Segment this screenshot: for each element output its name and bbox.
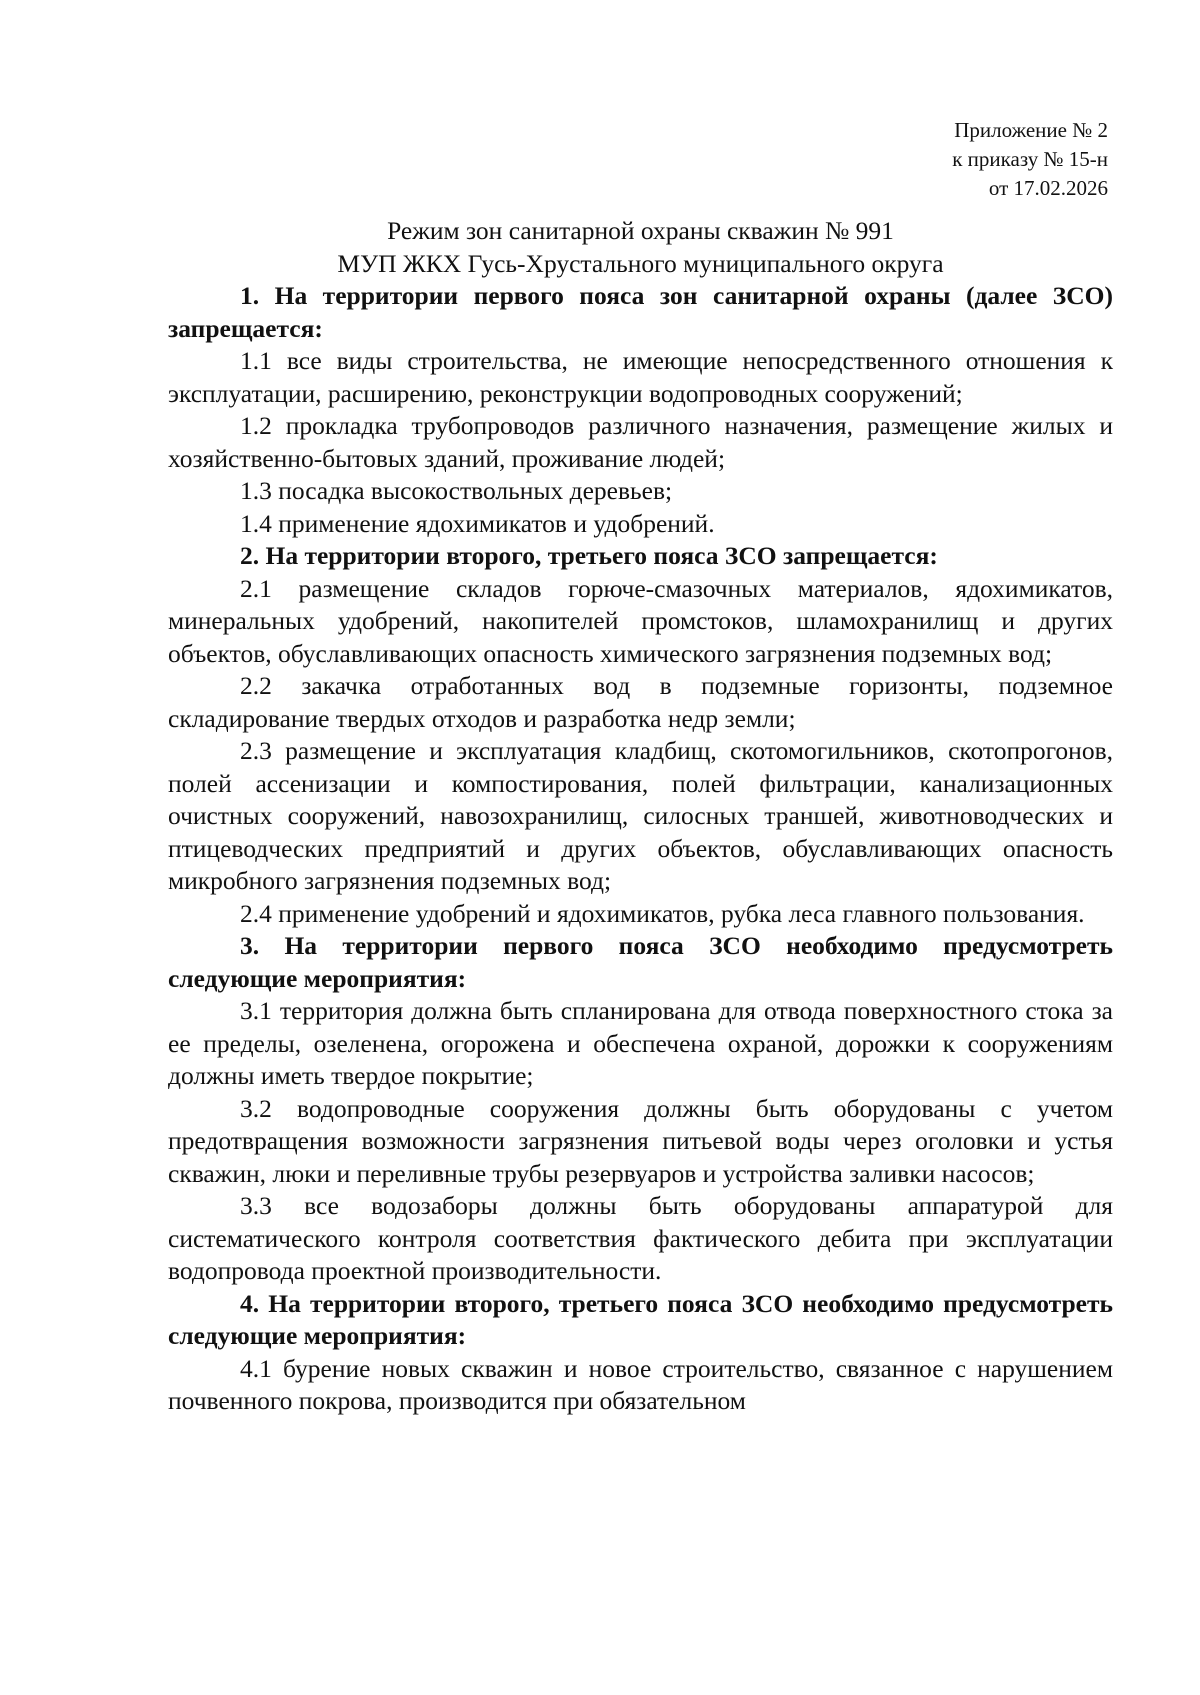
item-2-1: 2.1 размещение складов горюче-смазочных материалов, ядохимикатов, минеральных удобрений, накопителей промстоков, шламохранилищ и других объектов, обуславливающих опасность химического загрязнения подземных вод; [168, 573, 1113, 668]
document-body [168, 215, 1113, 1418]
item-1-4: 1.4 применение ядохимикатов и удобрений. [240, 508, 715, 538]
item-2-3: 2.3 размещение и эксплуатация кладбищ, скотомогильников, скотопрогонов, полей ассенизации и компостирования, полей фильтрации, канализационных очистных сооружений, навозохранилищ, силосных траншей, животноводческих и птицеводческих предприятий и других объектов, обуславливающих опасность микробного загрязнения подземных вод; [168, 736, 1113, 895]
appendix-number: Приложение № 2 [954, 118, 1108, 142]
section-2-heading: 2. На территории второго, третьего пояса ЗСО запрещается: [240, 541, 938, 570]
section-1-heading: 1. На территории первого пояса зон санитарной охраны (далее ЗСО) запрещается: [168, 281, 1113, 343]
item-1-1: 1.1 все виды строительства, не имеющие непосредственного отношения к эксплуатации, расширению, реконструкции водопроводных сооружений; [168, 346, 1113, 408]
item-2-2: 2.2 закачка отработанных вод в подземные горизонты, подземное складирование твердых отходов и разработка недр земли; [168, 671, 1113, 733]
section-4-heading: 4. На территории второго, третьего пояса ЗСО необходимо предусмотреть следующие мероприятия: [168, 1288, 1113, 1350]
item-1-3: 1.3 посадка высокоствольных деревьев; [240, 476, 673, 505]
item-2-4: 2.4 применение удобрений и ядохимикатов, рубка леса главного пользования. [240, 898, 1085, 928]
item-4-1: 4.1 бурение новых скважин и новое строительство, связанное с нарушением почвенного покрова, производится при обязательном [168, 1353, 1113, 1415]
item-1-2: 1.2 прокладка трубопроводов различного назначения, размещение жилых и хозяйственно-бытовых зданий, проживание людей; [168, 411, 1113, 473]
item-3-1: 3.1 территория должна быть спланирована для отвода поверхностного стока за ее пределы, озеленена, огорожена и обеспечена охраной, дорожки к сооружениям должны иметь твердое покрытие; [168, 996, 1113, 1090]
order-date: от 17.02.2026 [988, 176, 1108, 200]
section-3-heading: 3. На территории первого пояса ЗСО необходимо предусмотреть следующие мероприятия: [168, 931, 1113, 993]
item-3-2: 3.2 водопроводные сооружения должны быть оборудованы с учетом предотвращения возможности загрязнения питьевой воды через оголовки и устья скважин, люки и переливные трубы резервуаров и устройства заливки насосов; [168, 1093, 1113, 1188]
document-title-line-2: МУП ЖКХ Гусь-Хрустального муниципального округа [337, 248, 944, 278]
order-number: к приказу № 15-н [952, 147, 1108, 171]
document-title-line-1: Режим зон санитарной охраны скважин № 991 [387, 216, 894, 245]
item-3-3: 3.3 все водозаборы должны быть оборудованы аппаратурой для систематического контроля соответствия фактического дебита при эксплуатации водопровода проектной производительности. [168, 1191, 1113, 1285]
appendix-reference [952, 116, 1108, 203]
